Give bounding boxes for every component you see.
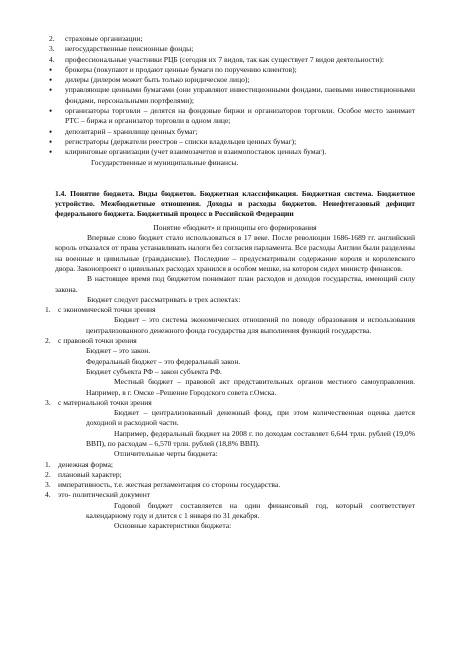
aspect-material-text bbox=[55, 408, 415, 429]
list-text: страховые организации; bbox=[65, 34, 143, 43]
bullet-icon: • bbox=[49, 85, 53, 96]
feature-number: 2. bbox=[45, 469, 51, 479]
bullet-text: организаторы торговли – делятся на фондовые биржи и организаторов торговли. Особое место занимает РТС – биржа и организатор торговли в одном лице; bbox=[65, 106, 415, 126]
bullet-item bbox=[49, 65, 415, 75]
bullet-item bbox=[49, 85, 415, 106]
bullet-item bbox=[49, 106, 415, 127]
feature-text: денежная форма; bbox=[58, 459, 114, 469]
spacer bbox=[55, 168, 415, 189]
paragraph-history: Впервые слово бюджет стало использоваться в 17 веке. После революции 1686-1689 гг. английский король отказался от права устанавливать налоги без согласия парламента. Все расходы Англии были разделены на военные и цивильные (гражданские). Последние – предусматривали содержание короля и королевского двора. Законопроект о цивильных расходах хранился в особом мешке, на котором сидел министр финансов. bbox=[55, 233, 415, 273]
aspect-legal-line: Бюджет субъекта РФ – закон субъекта РФ. bbox=[86, 366, 222, 376]
feature-text: плановый характер; bbox=[58, 469, 122, 479]
feature-number: 3. bbox=[45, 480, 51, 490]
feature-item bbox=[45, 480, 415, 490]
feature-item bbox=[45, 470, 415, 480]
annual-text bbox=[55, 501, 415, 522]
aspect-item bbox=[45, 305, 415, 315]
paragraph-aspects: Бюджет следует рассматривать в трех аспектах: bbox=[87, 294, 241, 304]
list-item bbox=[49, 44, 415, 54]
bullets-tail: Государственные и муниципальные финансы. bbox=[91, 157, 239, 167]
aspect-number: 3. bbox=[45, 397, 51, 407]
aspect-label: с материальной точки зрения bbox=[58, 397, 152, 407]
bullet-item bbox=[49, 75, 415, 85]
list-item bbox=[49, 34, 415, 44]
last-text bbox=[55, 521, 415, 531]
bullet-item bbox=[49, 127, 415, 137]
bullet-icon: • bbox=[49, 136, 53, 147]
last-paragraph: Основные характеристики бюджета: bbox=[114, 521, 232, 531]
aspect-label: с правовой точки зрения bbox=[58, 336, 137, 346]
bullet-text: клиринговые организации (учет взаимозачетов и взаимопоставок ценных бумаг). bbox=[65, 147, 327, 157]
aspect-legal-local-paragraph: Местный бюджет – правовой акт представительных органов местного самоуправления. Например, в г. Омске –Решение Городского совета г.Омска. bbox=[86, 377, 415, 397]
aspect-legal-line: Бюджет – это закон. bbox=[86, 346, 151, 356]
list-item bbox=[49, 54, 415, 65]
aspect-item bbox=[45, 336, 415, 346]
bullet-text: регистраторы (держатели реестров – списки владельцев ценных бумаг); bbox=[65, 136, 297, 146]
bullet-icon: • bbox=[49, 147, 53, 158]
feature-item bbox=[45, 460, 415, 470]
bullet-text: брокеры (покупают и продают ценные бумаги по поручению клиентов); bbox=[65, 64, 297, 74]
bullet-text: управляющие ценными бумагами (они управляют инвестиционными фондами, паевыми инвестиционными фондами, персональными портфелями); bbox=[65, 85, 415, 105]
bullet-icon: • bbox=[49, 75, 53, 86]
feature-item bbox=[45, 490, 415, 500]
aspect-legal-line: Федеральный бюджет – это федеральный закон. bbox=[86, 356, 241, 366]
bullet-icon: • bbox=[49, 64, 53, 75]
example-paragraph: Например, федеральный бюджет на 2008 г. по доходам составляет 6,644 трлн. рублей (19,0% ВВП), по расходам – 6,570 трлн. рублей (18,8% ВВП). bbox=[86, 428, 415, 448]
aspect-economic-text bbox=[55, 315, 415, 336]
list-text: негосударственные пенсионные фонды; bbox=[65, 44, 194, 54]
bullet-item bbox=[49, 137, 415, 147]
bullet-text: депозитарий – хранилище ценных бумаг; bbox=[65, 126, 198, 136]
annual-paragraph: Годовой бюджет составляется на один финансовый год, который соответствует календарному году и длится с 1 января по 31 декабря. bbox=[86, 500, 415, 521]
list-text: профессиональные участники РЦБ (сегодня их 7 видов, так как существует 7 видов деятельности): bbox=[65, 54, 384, 64]
aspect-label: с экономической точки зрения bbox=[58, 305, 156, 315]
example-text bbox=[55, 429, 415, 450]
bullet-item bbox=[49, 147, 415, 157]
feature-text: императивность, т.е. жесткая регламентация со стороны государства. bbox=[58, 480, 281, 490]
list-number: 4. bbox=[49, 54, 55, 64]
aspect-number: 2. bbox=[45, 336, 51, 346]
list-number: 3. bbox=[49, 44, 55, 54]
aspect-economic-paragraph: Бюджет – это система экономических отношений по поводу образования и использования централизованного денежного фонда государства для выполнения функций государства. bbox=[86, 315, 415, 335]
aspect-item bbox=[45, 398, 415, 408]
bullet-icon: • bbox=[49, 126, 53, 137]
feature-number: 1. bbox=[45, 459, 51, 469]
feature-number: 4. bbox=[45, 490, 51, 500]
feature-text: это- политический документ bbox=[58, 490, 151, 500]
subheading: Понятие «бюджет» и принципы его формирования bbox=[153, 222, 317, 232]
aspect-legal-local bbox=[55, 377, 415, 398]
paragraph-present: В настоящее время под бюджетом понимают план расходов и доходов государства, имеющий силу закона. bbox=[55, 274, 415, 294]
section-heading: 1.4. Понятие бюджета. Виды бюджетов. Бюджетная классификация. Бюджетная система. Бюджетное устройство. Межбюджетные отношения. Доходы и расходы бюджетов. Ненефтегазовый дефицит федерального бюджета. Бюджетный процесс в Российской Федерации bbox=[55, 188, 415, 219]
bullet-icon: • bbox=[49, 106, 53, 117]
aspect-number: 1. bbox=[45, 305, 51, 315]
aspect-material-paragraph: Бюджет – централизованный денежный фонд, при этом количественная оценка дается доходной и расходной части. bbox=[86, 408, 415, 428]
list-number: 2. bbox=[49, 34, 55, 43]
features-title-text: Отличительные черты бюджета: bbox=[114, 449, 218, 459]
features-title bbox=[55, 449, 415, 459]
bullet-text: дилеры (дилером может быть только юридическое лицо); bbox=[65, 75, 250, 85]
